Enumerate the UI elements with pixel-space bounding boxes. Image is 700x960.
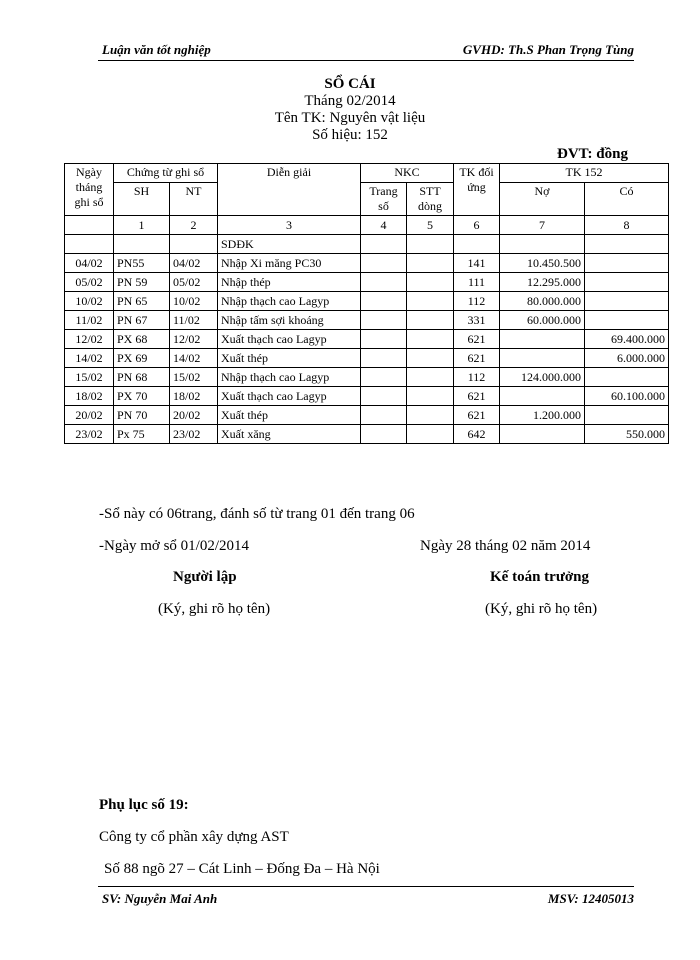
col-number: 4 [361,216,407,235]
cell-debit: 80.000.000 [500,292,585,311]
cell-nt: 11/02 [170,311,218,330]
cell-credit [585,254,669,273]
cell-desc: Nhập tấm sợi khoáng [218,311,361,330]
accountant-signature-hint: (Ký, ghi rõ họ tên) [485,601,598,617]
table-row [65,368,669,387]
cell-debit: 124.000.000 [500,368,585,387]
cell-empty [361,387,407,406]
cell-credit [585,292,669,311]
cell-credit [585,273,669,292]
cell-tk: 331 [454,311,500,330]
cell-sh: Px 75 [114,425,170,444]
table-row [65,349,669,368]
cell-nt: 23/02 [170,425,218,444]
col-number: 6 [454,216,500,235]
page-count-note: -Sổ này có 06trang, đánh số từ trang 01 đến trang 06 [99,506,415,522]
header-description: Diễn giải [218,164,361,216]
table-row [65,254,669,273]
cell-sh: PX 68 [114,330,170,349]
col-number: 7 [500,216,585,235]
cell-date: 20/02 [65,406,114,425]
cell-empty [407,273,454,292]
column-number-row [65,216,669,235]
cell-nt: 14/02 [170,349,218,368]
cell-credit: 60.100.000 [585,387,669,406]
ledger-title: SỔ CÁI [324,76,376,92]
header-date: Ngày tháng ghi sổ [65,164,114,216]
table-row [65,292,669,311]
cell-desc: Nhập thạch cao Lagyp [218,368,361,387]
cell-date: 18/02 [65,387,114,406]
col-number: 1 [114,216,170,235]
account-name: Tên TK: Nguyên vật liệu [274,110,426,126]
preparer-title: Người lập [173,569,237,585]
cell-debit: 1.200.000 [500,406,585,425]
cell-tk: 642 [454,425,500,444]
cell-desc: Nhập Xi măng PC30 [218,254,361,273]
opening-date-note: -Ngày mở sổ 01/02/2014 [99,538,250,554]
cell-desc: Xuất thạch cao Lagyp [218,387,361,406]
cell-sh: PN 65 [114,292,170,311]
col-number: 8 [585,216,669,235]
table-row [65,387,669,406]
cell-empty [361,330,407,349]
opening-balance-label: SDĐK [218,235,361,254]
cell-empty [407,330,454,349]
cell-debit [500,425,585,444]
page-footer [98,886,634,909]
col-number: 2 [170,216,218,235]
cell-desc: Xuất thép [218,349,361,368]
cell-empty [361,349,407,368]
ledger-table [64,163,669,444]
cell-empty [361,425,407,444]
cell-desc: Xuất xăng [218,425,361,444]
cell-sh: PX 69 [114,349,170,368]
cell-empty [407,292,454,311]
cell-tk: 621 [454,330,500,349]
cell-sh: PN 59 [114,273,170,292]
cell-empty [361,292,407,311]
header-voucher: Chứng từ ghi sổ [114,164,218,183]
preparer-signature-hint: (Ký, ghi rõ họ tên) [158,601,271,617]
cell-sh: PN 67 [114,311,170,330]
page-header [98,40,634,61]
cell-debit: 10.450.500 [500,254,585,273]
table-row [65,273,669,292]
cell-empty [407,311,454,330]
cell-credit: 69.400.000 [585,330,669,349]
appendix-label: Phụ lục số 19: [99,797,189,813]
signing-date: Ngày 28 tháng 02 năm 2014 [420,538,591,554]
cell-date: 15/02 [65,368,114,387]
table-row [65,425,669,444]
cell-desc: Xuất thép [218,406,361,425]
opening-balance-row [65,235,669,254]
company-address: Số 88 ngõ 27 – Cát Linh – Đống Đa – Hà Nội [104,861,380,877]
header-contra-account: TK đối ứng [454,164,500,216]
cell-sh: PN 70 [114,406,170,425]
cell-debit: 60.000.000 [500,311,585,330]
cell-desc: Xuất thạch cao Lagyp [218,330,361,349]
cell-empty [361,311,407,330]
header-tk152: TK 152 [500,164,669,183]
ledger-month: Tháng 02/2014 [304,93,396,109]
table-row [65,311,669,330]
header-nkc: NKC [361,164,454,183]
cell-sh: PX 70 [114,387,170,406]
col-number: 3 [218,216,361,235]
cell-tk: 141 [454,254,500,273]
supervisor-label: GVHD: Th.S Phan Trọng Tùng [462,42,634,57]
cell-tk: 112 [454,368,500,387]
header-sh: SH [114,183,170,216]
header-line: STT dòng [407,183,454,216]
currency-unit: ĐVT: đồng [557,146,628,162]
cell-empty [407,368,454,387]
company-name: Công ty cổ phần xây dựng AST [99,829,289,845]
account-number: Số hiệu: 152 [312,127,388,143]
cell-debit [500,387,585,406]
cell-credit: 6.000.000 [585,349,669,368]
cell-empty [407,406,454,425]
cell-empty [361,273,407,292]
cell-nt: 18/02 [170,387,218,406]
cell-nt: 05/02 [170,273,218,292]
cell-date: 11/02 [65,311,114,330]
cell-debit: 12.295.000 [500,273,585,292]
cell-empty [361,406,407,425]
cell-date: 23/02 [65,425,114,444]
table-row [65,330,669,349]
chief-accountant-title: Kế toán trưởng [490,569,589,585]
cell-date: 05/02 [65,273,114,292]
cell-empty [407,387,454,406]
thesis-label: Luận văn tốt nghiệp [102,42,211,57]
cell-tk: 621 [454,349,500,368]
cell-date: 12/02 [65,330,114,349]
cell-nt: 15/02 [170,368,218,387]
cell-credit [585,406,669,425]
header-nt: NT [170,183,218,216]
cell-tk: 111 [454,273,500,292]
cell-tk: 621 [454,387,500,406]
cell-empty [407,254,454,273]
cell-desc: Nhập thạch cao Lagyp [218,292,361,311]
cell-date: 10/02 [65,292,114,311]
header-credit: Có [585,183,669,216]
col-number [65,216,114,235]
cell-empty [361,368,407,387]
cell-debit [500,330,585,349]
header-debit: Nợ [500,183,585,216]
student-id: MSV: 12405013 [547,891,634,906]
table-row [65,406,669,425]
header-page: Trang số [361,183,407,216]
cell-desc: Nhập thép [218,273,361,292]
cell-date: 14/02 [65,349,114,368]
student-name: SV: Nguyễn Mai Anh [102,891,218,906]
cell-nt: 10/02 [170,292,218,311]
cell-date: 04/02 [65,254,114,273]
cell-tk: 621 [454,406,500,425]
cell-sh: PN55 [114,254,170,273]
cell-credit: 550.000 [585,425,669,444]
cell-nt: 20/02 [170,406,218,425]
ledger-titles [0,76,700,144]
cell-nt: 04/02 [170,254,218,273]
cell-credit [585,311,669,330]
cell-nt: 12/02 [170,330,218,349]
cell-credit [585,368,669,387]
cell-tk: 112 [454,292,500,311]
cell-empty [407,349,454,368]
cell-debit [500,349,585,368]
cell-sh: PN 68 [114,368,170,387]
cell-empty [361,254,407,273]
cell-empty [407,425,454,444]
col-number: 5 [407,216,454,235]
